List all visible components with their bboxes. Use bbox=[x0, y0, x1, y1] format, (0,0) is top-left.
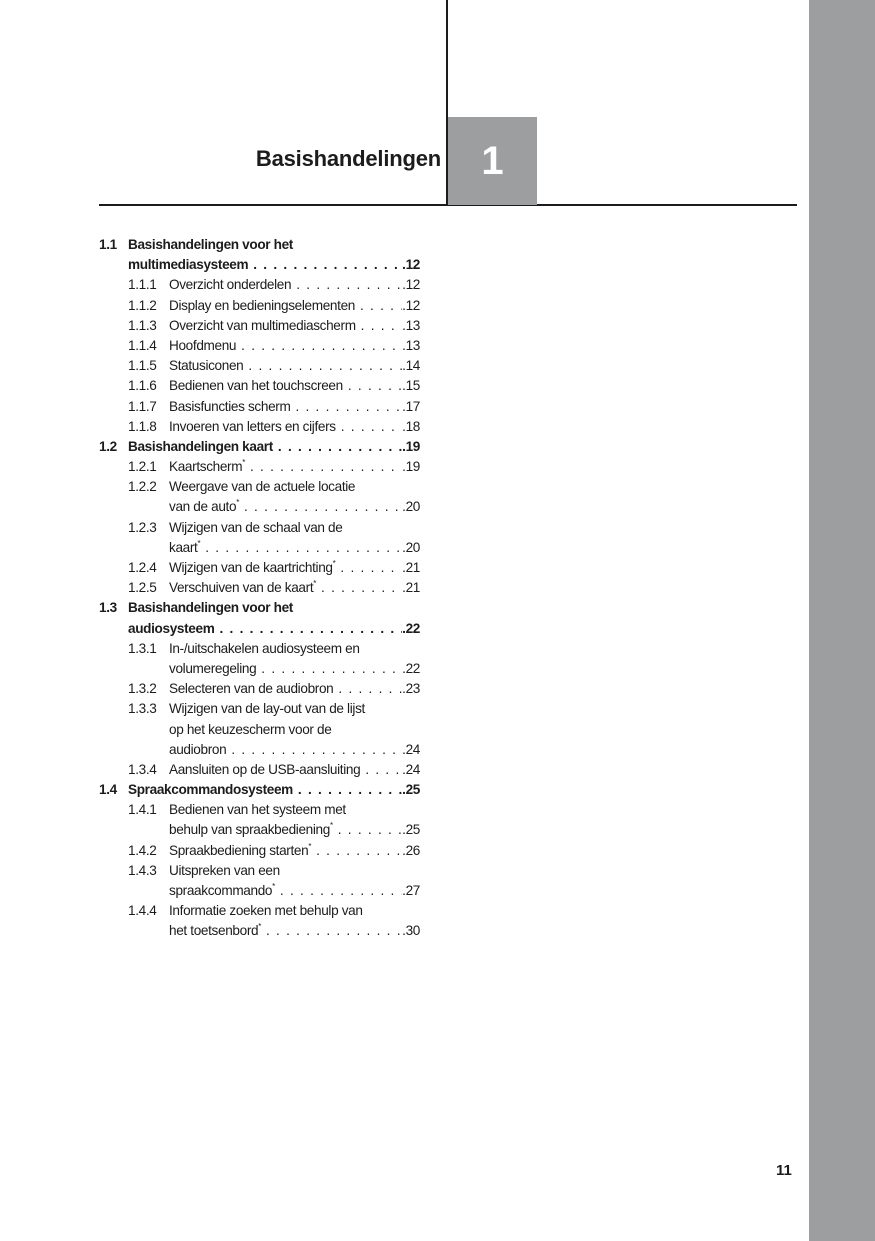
toc-title bbox=[169, 861, 280, 881]
toc-number bbox=[128, 820, 169, 840]
toc-page[interactable]: .24 bbox=[402, 761, 420, 777]
dot-leader bbox=[311, 841, 402, 861]
toc-title-text: audiosysteem bbox=[128, 620, 215, 636]
dot-leader bbox=[236, 336, 402, 356]
toc-title-text: Spraakcommandosysteem bbox=[128, 782, 293, 798]
toc-title bbox=[169, 740, 226, 760]
toc-title-text: Overzicht onderdelen bbox=[169, 277, 292, 293]
toc-line bbox=[99, 619, 420, 639]
toc-title-text: Verschuiven van de kaart bbox=[169, 580, 314, 596]
toc-title bbox=[169, 679, 333, 699]
toc-title-text: behulp van spraakbediening bbox=[169, 822, 330, 838]
dot-leader bbox=[333, 679, 402, 699]
toc-number: 1.1.3 bbox=[128, 317, 157, 333]
toc-title bbox=[128, 598, 293, 618]
toc-title bbox=[169, 578, 316, 598]
dot-leader bbox=[356, 316, 402, 336]
toc-title-text: Wijzigen van de schaal van de bbox=[169, 519, 343, 535]
dot-leader bbox=[200, 538, 402, 558]
toc-title bbox=[169, 659, 256, 679]
toc-entry[interactable] bbox=[99, 457, 420, 477]
dot-leader bbox=[355, 296, 402, 316]
toc-number bbox=[128, 659, 169, 679]
toc-number: 1.3.3 bbox=[128, 701, 157, 717]
dot-leader bbox=[245, 457, 402, 477]
toc-title bbox=[169, 376, 343, 396]
dot-leader bbox=[275, 881, 402, 901]
toc-line bbox=[99, 659, 420, 679]
toc-title-text: Overzicht van multimediascherm bbox=[169, 317, 356, 333]
toc-line bbox=[99, 417, 420, 437]
dot-leader bbox=[214, 619, 402, 639]
toc-title bbox=[169, 558, 335, 578]
toc-line bbox=[99, 518, 420, 538]
toc-number bbox=[128, 538, 169, 558]
toc-line bbox=[99, 538, 420, 558]
toc-entry[interactable] bbox=[99, 699, 420, 760]
toc-entry[interactable] bbox=[99, 558, 420, 578]
dot-leader bbox=[239, 497, 402, 517]
toc-title-text: op het keuzescherm voor de bbox=[169, 721, 332, 737]
toc-number: 1.4 bbox=[99, 782, 117, 798]
toc-page[interactable]: .17 bbox=[402, 398, 420, 414]
toc-line bbox=[99, 457, 420, 477]
toc-number: 1.2 bbox=[99, 438, 117, 454]
toc-title-text: Display en bedieningselementen bbox=[169, 297, 355, 313]
footnote-asterisk: * bbox=[308, 841, 312, 851]
dot-leader bbox=[261, 921, 402, 941]
toc-title-text: volumeregeling bbox=[169, 660, 257, 676]
toc-title-text: Weergave van de actuele locatie bbox=[169, 479, 356, 495]
toc-number: 1.1.6 bbox=[128, 378, 157, 394]
toc-number: 1.1.8 bbox=[128, 418, 157, 434]
toc-title-text: Hoofdmenu bbox=[169, 337, 237, 353]
toc-entry[interactable] bbox=[99, 598, 420, 638]
toc-title bbox=[169, 397, 290, 417]
toc-title bbox=[169, 881, 275, 901]
toc-title-text: Wijzigen van de kaartrichting bbox=[169, 560, 333, 575]
toc-entry[interactable] bbox=[99, 376, 420, 396]
toc-number: 1.1 bbox=[99, 237, 117, 252]
toc-page[interactable]: .13 bbox=[402, 317, 420, 333]
toc-title-text: Bedienen van het touchscreen bbox=[169, 378, 343, 394]
footnote-asterisk: * bbox=[329, 821, 333, 831]
toc-title bbox=[169, 497, 239, 517]
toc-entry[interactable] bbox=[99, 477, 420, 517]
toc-title bbox=[169, 336, 236, 356]
toc-page[interactable]: .15 bbox=[402, 378, 420, 394]
toc-line bbox=[99, 720, 420, 740]
toc-entry[interactable] bbox=[99, 780, 420, 800]
footnote-asterisk: * bbox=[197, 538, 201, 548]
dot-leader bbox=[243, 356, 402, 376]
toc-number: 1.3.1 bbox=[128, 640, 157, 656]
toc-entry[interactable] bbox=[99, 639, 420, 679]
toc-line bbox=[99, 336, 420, 356]
toc-title-text: Bedienen van het systeem met bbox=[169, 802, 346, 818]
toc-title bbox=[128, 437, 273, 457]
toc-line bbox=[99, 578, 420, 598]
toc-entry[interactable] bbox=[99, 316, 420, 336]
toc-page[interactable]: .20 bbox=[402, 499, 420, 515]
toc-title bbox=[128, 235, 293, 255]
toc-page[interactable]: .26 bbox=[402, 842, 420, 858]
toc-entry[interactable] bbox=[99, 437, 420, 457]
toc-title-text: Aansluiten op de USB-aansluiting bbox=[169, 761, 361, 777]
toc-page[interactable]: .21 bbox=[402, 580, 420, 596]
toc-title-text: Statusiconen bbox=[169, 358, 244, 374]
toc-line bbox=[99, 316, 420, 336]
toc-entry[interactable] bbox=[99, 336, 420, 356]
toc-number: 1.2.5 bbox=[128, 580, 157, 596]
toc-title bbox=[169, 417, 336, 437]
dot-leader bbox=[248, 255, 402, 275]
toc-number bbox=[128, 497, 169, 517]
toc-number: 1.3.2 bbox=[128, 681, 157, 697]
toc-title bbox=[169, 356, 243, 376]
toc-title-text: kaart bbox=[169, 539, 198, 555]
chapter-number: 1 bbox=[481, 138, 504, 183]
dot-leader bbox=[273, 437, 402, 457]
toc-title bbox=[169, 901, 363, 921]
toc-page[interactable]: .14 bbox=[402, 358, 420, 374]
toc-number: 1.4.2 bbox=[128, 842, 157, 858]
toc-title bbox=[128, 255, 248, 275]
toc-title-text: multimediasysteem bbox=[128, 257, 249, 273]
toc-number bbox=[128, 740, 169, 760]
toc-title-text: Basishandelingen voor het bbox=[128, 600, 293, 616]
dot-leader bbox=[360, 760, 402, 780]
toc-number: 1.1.1 bbox=[128, 277, 157, 293]
footnote-asterisk: * bbox=[313, 579, 317, 589]
toc-title-text: Basishandelingen kaart bbox=[128, 438, 273, 454]
dot-leader bbox=[290, 397, 402, 417]
toc-line bbox=[99, 376, 420, 396]
toc-title bbox=[169, 457, 245, 477]
toc-number: 1.1.2 bbox=[128, 297, 157, 313]
toc-line bbox=[99, 598, 420, 618]
toc-title bbox=[169, 921, 261, 941]
toc-title bbox=[169, 275, 291, 295]
toc-number bbox=[128, 921, 169, 941]
toc-title-text: In-/uitschakelen audiosysteem en bbox=[169, 640, 360, 656]
toc-title-text: Basishandelingen voor het bbox=[128, 237, 293, 252]
dot-leader bbox=[256, 659, 402, 679]
toc-entry[interactable] bbox=[99, 578, 420, 598]
dot-leader bbox=[343, 376, 402, 396]
toc-title-text: Spraakbediening starten bbox=[169, 842, 309, 858]
toc-entry[interactable] bbox=[99, 760, 420, 780]
footnote-asterisk: * bbox=[332, 559, 336, 568]
toc-line bbox=[99, 800, 420, 820]
footnote-asterisk: * bbox=[242, 458, 245, 468]
toc-entry[interactable] bbox=[99, 275, 420, 295]
toc-number bbox=[99, 619, 128, 639]
dot-leader bbox=[336, 417, 402, 437]
toc-line bbox=[99, 235, 420, 255]
toc-title bbox=[169, 820, 333, 840]
toc-entry[interactable] bbox=[99, 397, 420, 417]
toc-page[interactable]: .25 bbox=[402, 822, 420, 838]
toc-number: 1.3.4 bbox=[128, 761, 157, 777]
toc-line bbox=[99, 699, 420, 719]
toc-number: 1.1.4 bbox=[128, 337, 157, 353]
toc-page[interactable]: .13 bbox=[402, 337, 420, 353]
toc-line bbox=[99, 397, 420, 417]
dot-leader bbox=[332, 558, 402, 578]
footnote-asterisk: * bbox=[236, 498, 239, 508]
toc-line bbox=[99, 356, 420, 376]
toc-page[interactable]: .12 bbox=[402, 257, 420, 273]
toc-line bbox=[99, 780, 420, 800]
dot-leader bbox=[316, 578, 402, 598]
toc-page[interactable]: .19 bbox=[402, 459, 420, 475]
toc-title bbox=[169, 518, 342, 538]
toc-line bbox=[99, 861, 420, 881]
dot-leader bbox=[293, 780, 402, 800]
footnote-asterisk: * bbox=[258, 922, 261, 932]
toc-line bbox=[99, 881, 420, 901]
toc-line bbox=[99, 841, 420, 861]
toc-number: 1.4.1 bbox=[128, 802, 157, 818]
toc-line bbox=[99, 820, 420, 840]
toc-line bbox=[99, 437, 420, 457]
toc-entry[interactable] bbox=[99, 296, 420, 316]
toc-title bbox=[169, 477, 355, 497]
toc-line bbox=[99, 497, 420, 517]
toc-line bbox=[99, 296, 420, 316]
toc-page[interactable]: .12 bbox=[402, 297, 420, 313]
dot-leader bbox=[226, 740, 402, 760]
toc-number: 1.3 bbox=[99, 600, 117, 616]
toc-line bbox=[99, 760, 420, 780]
toc-entry[interactable] bbox=[99, 679, 420, 699]
toc-page[interactable]: .22 bbox=[402, 620, 420, 636]
toc-page[interactable]: .21 bbox=[402, 560, 420, 575]
toc-title bbox=[169, 760, 360, 780]
toc-entry[interactable] bbox=[99, 800, 420, 840]
toc-page[interactable]: .12 bbox=[402, 277, 420, 293]
toc-number: 1.2.2 bbox=[128, 479, 157, 495]
toc-number: 1.2.4 bbox=[128, 560, 157, 575]
toc-line bbox=[99, 740, 420, 760]
toc-page[interactable]: .27 bbox=[402, 883, 420, 898]
toc-title-text: Basisfuncties scherm bbox=[169, 398, 291, 414]
toc-title bbox=[169, 841, 311, 861]
toc-title-text: Informatie zoeken met behulp van bbox=[169, 903, 363, 919]
toc-title bbox=[169, 720, 331, 740]
toc-title bbox=[128, 780, 293, 800]
toc-entry[interactable] bbox=[99, 356, 420, 376]
toc-title-text: audiobron bbox=[169, 741, 227, 757]
toc-line bbox=[99, 558, 420, 578]
toc-title-text: Uitspreken van een bbox=[169, 862, 280, 878]
toc-page[interactable]: .20 bbox=[402, 539, 420, 555]
toc-title-text: Invoeren van letters en cijfers bbox=[169, 418, 336, 434]
toc-page[interactable]: .22 bbox=[402, 660, 420, 676]
toc-page[interactable]: .24 bbox=[402, 741, 420, 757]
toc-title bbox=[169, 699, 365, 719]
toc-title-text: van de auto bbox=[169, 499, 237, 515]
footnote-asterisk: * bbox=[272, 882, 275, 891]
toc-title-text: Kaartscherm bbox=[169, 459, 243, 475]
chapter-number-box bbox=[448, 117, 537, 205]
toc-page[interactable]: .25 bbox=[402, 782, 420, 798]
toc-number: 1.4.3 bbox=[128, 862, 157, 878]
toc-number bbox=[128, 720, 169, 740]
dot-leader bbox=[333, 820, 402, 840]
dot-leader bbox=[291, 275, 402, 295]
toc-number: 1.1.7 bbox=[128, 398, 157, 414]
toc-page[interactable]: .30 bbox=[402, 923, 420, 939]
toc-number bbox=[99, 255, 128, 275]
toc-line bbox=[99, 901, 420, 921]
toc-entry[interactable] bbox=[99, 235, 420, 275]
side-thumb-bar bbox=[809, 0, 875, 1241]
toc-entry[interactable] bbox=[99, 841, 420, 861]
toc-entry[interactable] bbox=[99, 518, 420, 558]
toc-page[interactable]: .19 bbox=[402, 438, 420, 454]
toc-title bbox=[169, 639, 360, 659]
toc-entry[interactable] bbox=[99, 417, 420, 437]
toc-line bbox=[99, 275, 420, 295]
toc-line bbox=[99, 921, 420, 941]
toc-title-text: het toetsenbord bbox=[169, 923, 259, 939]
toc-title bbox=[128, 619, 214, 639]
toc-page[interactable]: .18 bbox=[402, 418, 420, 434]
toc-entry[interactable] bbox=[99, 901, 420, 941]
toc-title bbox=[169, 296, 355, 316]
toc-entry[interactable] bbox=[99, 861, 420, 901]
table-of-contents bbox=[99, 235, 420, 942]
toc-title bbox=[169, 538, 200, 558]
toc-title bbox=[169, 316, 356, 336]
toc-line bbox=[99, 477, 420, 497]
toc-title bbox=[169, 800, 346, 820]
toc-number: 1.1.5 bbox=[128, 358, 157, 374]
chapter-title: Basishandelingen bbox=[255, 146, 441, 171]
toc-line bbox=[99, 679, 420, 699]
toc-title-text: Selecteren van de audiobron bbox=[169, 681, 334, 697]
toc-number: 1.4.4 bbox=[128, 903, 157, 919]
toc-title-text: spraakcommando bbox=[169, 883, 273, 898]
toc-number bbox=[128, 881, 169, 901]
toc-page[interactable]: .23 bbox=[402, 681, 420, 697]
toc-line bbox=[99, 255, 420, 275]
toc-number: 1.2.3 bbox=[128, 519, 157, 535]
toc-line bbox=[99, 639, 420, 659]
toc-number: 1.2.1 bbox=[128, 459, 157, 475]
toc-title-text: Wijzigen van de lay-out van de lijst bbox=[169, 701, 365, 717]
page-number: 11 bbox=[776, 1162, 792, 1179]
